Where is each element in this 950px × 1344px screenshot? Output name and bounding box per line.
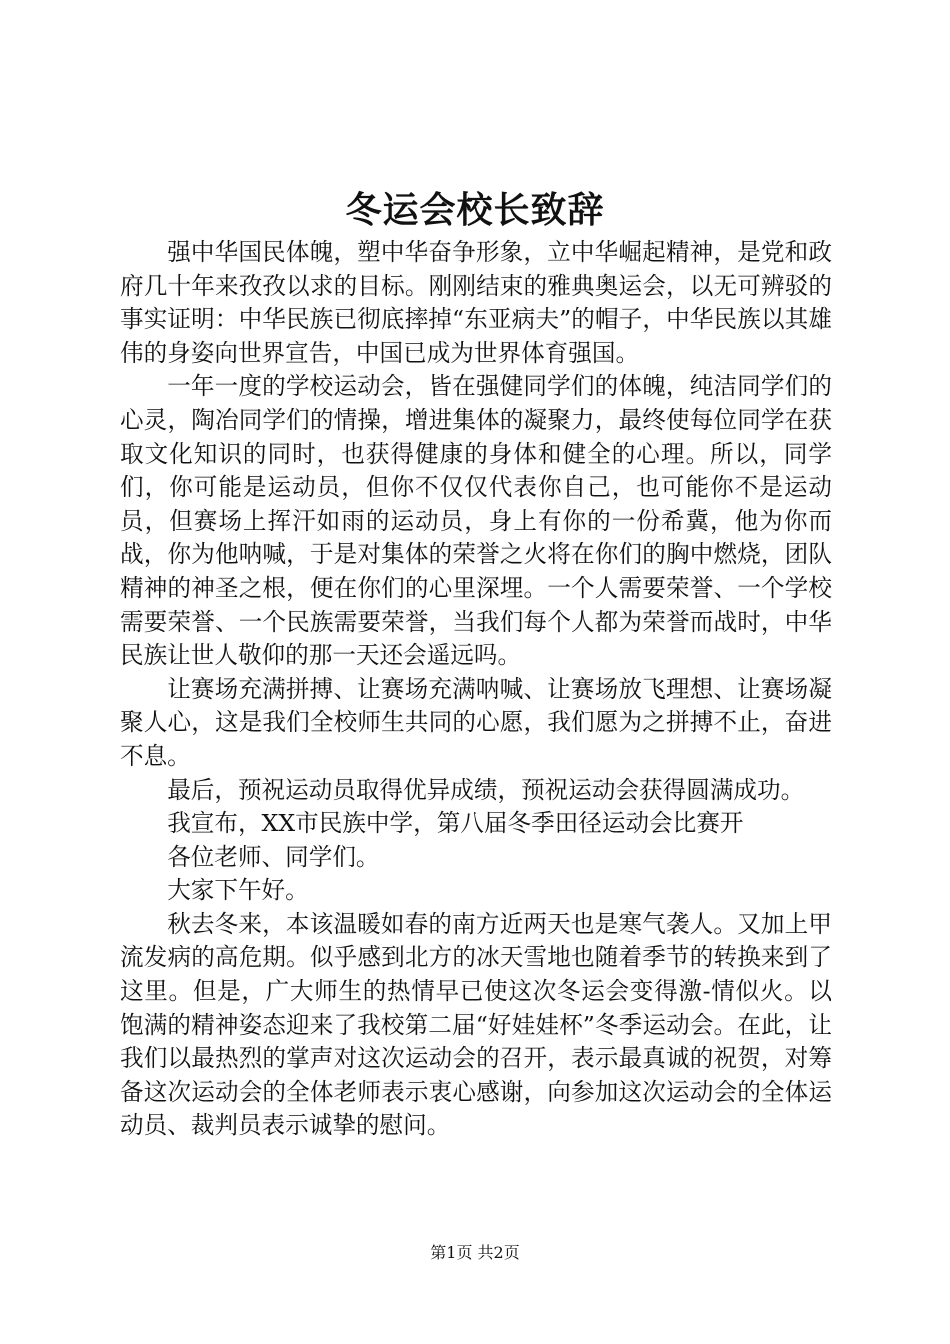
paragraph-8: 秋去冬来，本该温暖如春的南方近两天也是寒气袭人。又加上甲流发病的高危期。似乎感到北方的冰天雪地也随着季节的转换来到了这里。但是，广大师生的热情早已使这次冬运会变得激-情似火。以饱满的精神姿态迎来了我校第二届“好娃娃杯”冬季运动会。在此，让我们以最热烈的掌声对这次运动会的召开，表示最真诚的祝贺，对筹备这次运动会的全体老师表示衷心感谢，向参加这次运动会的全体运动员、裁判员表示诚挚的慰问。 [120,909,832,1140]
paragraph-6: 各位老师、同学们。 [167,842,380,871]
document-title: 冬运会校长致辞 [345,189,605,231]
paragraph-4: 最后，预祝运动员取得优异成绩，预祝运动会获得圆满成功。 [167,775,805,804]
paragraph-7: 大家下午好。 [167,876,309,905]
paragraph-1: 强中华国民体魄，塑中华奋争形象，立中华崛起精神，是党和政府几十年来孜孜以求的目标。刚刚结束的雅典奥运会，以无可辨驳的事实证明：中华民族已彻底摔掉“东亚病夫”的帽子，中华民族以其雄伟的身姿向世界宣告，中国已成为世界体育强国。 [120,238,832,367]
document-body [120,236,832,1143]
paragraph-2: 一年一度的学校运动会，皆在强健同学们的体魄，纯洁同学们的心灵，陶冶同学们的情操，增进集体的凝聚力，最终使每位同学在获取文化知识的同时，也获得健康的身体和健全的心理。所以，同学们，你可能是运动员，但你不仅仅代表你自己，也可能你不是运动员，但赛场上挥汗如雨的运动员，身上有你的一份希冀，他为你而战，你为他呐喊，于是对集体的荣誉之火将在你们的胸中燃烧，团队精神的神圣之根，便在你们的心里深埋。一个人需要荣誉、一个学校需要荣誉、一个民族需要荣誉，当我们每个人都为荣誉而战时，中华民族让世人敬仰的那一天还会遥远吗。 [120,372,832,670]
page-footer: 第1页 共2页 [430,1243,520,1262]
paragraph-3: 让赛场充满拼搏、让赛场充满呐喊、让赛场放飞理想、让赛场凝聚人心，这是我们全校师生共同的心愿，我们愿为之拼搏不止，奋进不息。 [120,674,832,770]
paragraph-5: 我宣布，XX市民族中学，第八届冬季田径运动会比赛开 [167,809,744,838]
